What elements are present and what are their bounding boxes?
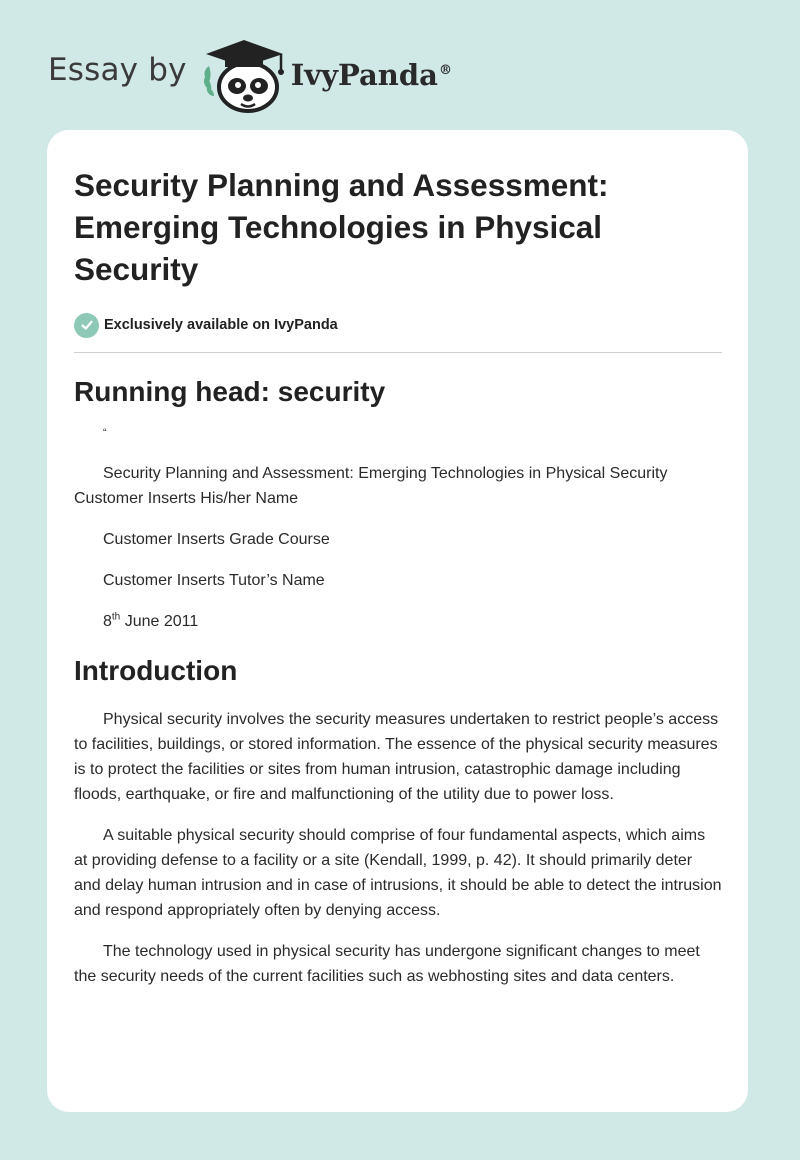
- paragraph: Customer Inserts Tutor’s Name: [103, 572, 325, 589]
- exclusive-badge: [74, 310, 722, 340]
- paragraph: Security Planning and Assessment: Emerging Technologies in Physical Security Customer Inserts His/her Name: [74, 465, 668, 507]
- quote-mark: “: [103, 427, 107, 439]
- check-circle-icon: [74, 313, 99, 338]
- section-heading-introduction: Introduction: [74, 655, 238, 686]
- date-line: 8th June 2011: [103, 611, 199, 630]
- panda-graduation-icon: [201, 34, 287, 114]
- paragraph: The technology used in physical security has undergone significant changes to meet the security needs of the current facilities such as webhosting sites and data centers.: [74, 943, 700, 985]
- paragraph: Physical security involves the security measures undertaken to restrict people’s access to facilities, buildings, or stored information. The essence of the physical security measures is to protect the facilities or sites from human intrusion, catastrophic damage including floods, earthquake, or fire and malfunctioning of the utility due to power loss.: [74, 711, 719, 803]
- paragraph: A suitable physical security should comprise of four fundamental aspects, which aims at providing defense to a facility or a site (Kendall, 1999, p. 42). It should primarily deter and delay human intrusion and in case of intrusions, it should be able to detect the intrusion and respond appropriately often by denying access.: [74, 827, 722, 919]
- section-heading-running-head: Running head: security: [74, 376, 386, 407]
- brand-prefix: Essay by: [48, 52, 187, 88]
- brand-name: IvyPanda®: [290, 58, 452, 92]
- paragraph: Customer Inserts Grade Course: [103, 531, 330, 548]
- divider: [74, 352, 722, 353]
- page-title: Security Planning and Assessment: Emerging Technologies in Physical Security: [74, 167, 609, 287]
- essay-card: [47, 130, 748, 1112]
- badge-label: Exclusively available on IvyPanda: [104, 317, 338, 333]
- brand-header[interactable]: [48, 34, 452, 114]
